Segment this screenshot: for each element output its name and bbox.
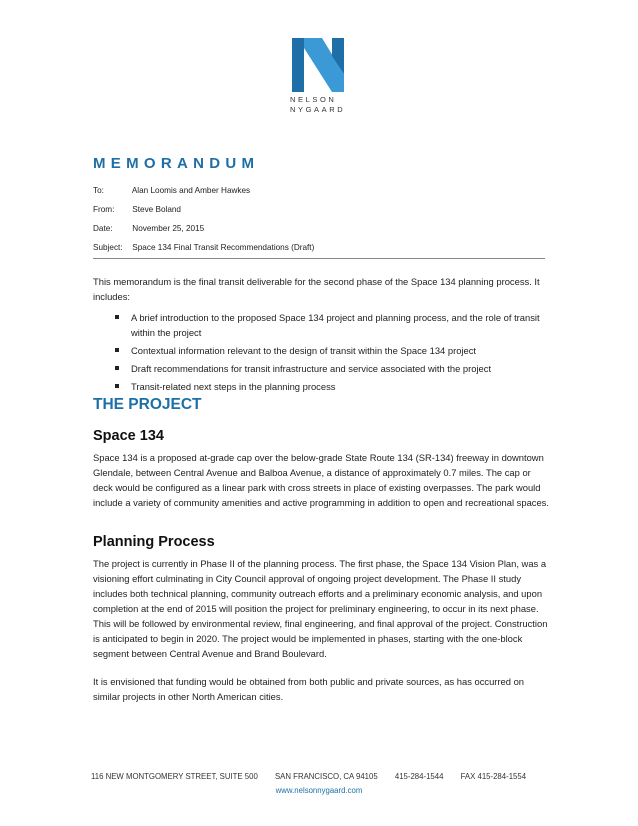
memo-to-row (93, 186, 250, 195)
date-label: Date: (93, 224, 113, 233)
header-divider (93, 258, 545, 259)
bullet-icon (115, 315, 119, 319)
from-label: From: (93, 205, 115, 214)
footer-website-link[interactable]: www.nelsonnygaard.com (275, 786, 363, 795)
from-value: Steve Boland (132, 205, 181, 214)
nelson-nygaard-logo-icon (292, 38, 344, 92)
section-heading-project: THE PROJECT (93, 396, 202, 413)
footer-phone: 415-284-1544 (394, 772, 444, 781)
logo-line-2: NYGAARD (290, 105, 346, 114)
memo-date-row (93, 224, 204, 233)
memo-from-row (93, 205, 181, 214)
memo-title: MEMORANDUM (93, 155, 260, 172)
bullet-icon (115, 348, 119, 352)
funding-paragraph: It is envisioned that funding would be obtained from both public and private sources, as has occurred on similar projects in other North American cities. (93, 676, 524, 702)
planning-paragraph: The project is currently in Phase II of the planning process. The first phase, the Space 134 Vision Plan, was a visioning effort culminating in City Council approval of ongoing project development. The Phase II study includes both technical planning, community outreach efforts and a preliminary economic analysis, and upon completion at the end of 2015 will position the project for preliminary engineering, to occur in its next phase. This will be followed by environmental review, final engineering, and final approval of the project. Construction is anticipated to begin in 2020. The project would be implemented in phases, starting with the one-block segment between Central Avenue and Brand Boulevard. (93, 558, 548, 659)
list-item: A brief introduction to the proposed Space 134 project and planning process, and the role of transit within the project (93, 310, 549, 340)
footer-fax: FAX 415-284-1554 (460, 772, 527, 781)
bullet-icon (115, 384, 119, 388)
subject-value: Space 134 Final Transit Recommendations (Draft) (132, 243, 315, 252)
subheading-space-134: Space 134 (93, 428, 164, 444)
subheading-planning-process: Planning Process (93, 534, 215, 550)
intro-paragraph: This memorandum is the final transit deliverable for the second phase of the Space 134 planning process. It includes: (93, 276, 540, 302)
date-value: November 25, 2015 (132, 224, 205, 233)
to-label: To: (93, 186, 104, 195)
space-134-paragraph: Space 134 is a proposed at-grade cap over the below-grade State Route 134 (SR-134) freeway in downtown Glendale, between Central Avenue and Balboa Avenue, a distance of approximately 0.7 miles. The cap or deck would be configured as a linear park with cross streets in place of existing overpasses. The park would include a variety of community amenities and active programming in addition to open and recreational spaces. (93, 452, 549, 508)
logo-line-1: NELSON (290, 95, 337, 104)
bullet-icon (115, 366, 119, 370)
memo-subject-row (93, 243, 314, 252)
company-logo (285, 38, 355, 114)
intro-bullet-list (93, 310, 549, 397)
footer-contact-line (91, 772, 541, 781)
subject-label: Subject: (93, 243, 123, 252)
list-item: Draft recommendations for transit infrastructure and service associated with the project (93, 361, 549, 376)
to-value: Alan Loomis and Amber Hawkes (131, 186, 251, 195)
list-item: Transit-related next steps in the planning process (93, 379, 549, 394)
footer-address: 116 NEW MONTGOMERY STREET, SUITE 500 (91, 772, 258, 781)
list-item: Contextual information relevant to the design of transit within the Space 134 project (93, 343, 549, 358)
footer-city: SAN FRANCISCO, CA 94105 (274, 772, 378, 781)
